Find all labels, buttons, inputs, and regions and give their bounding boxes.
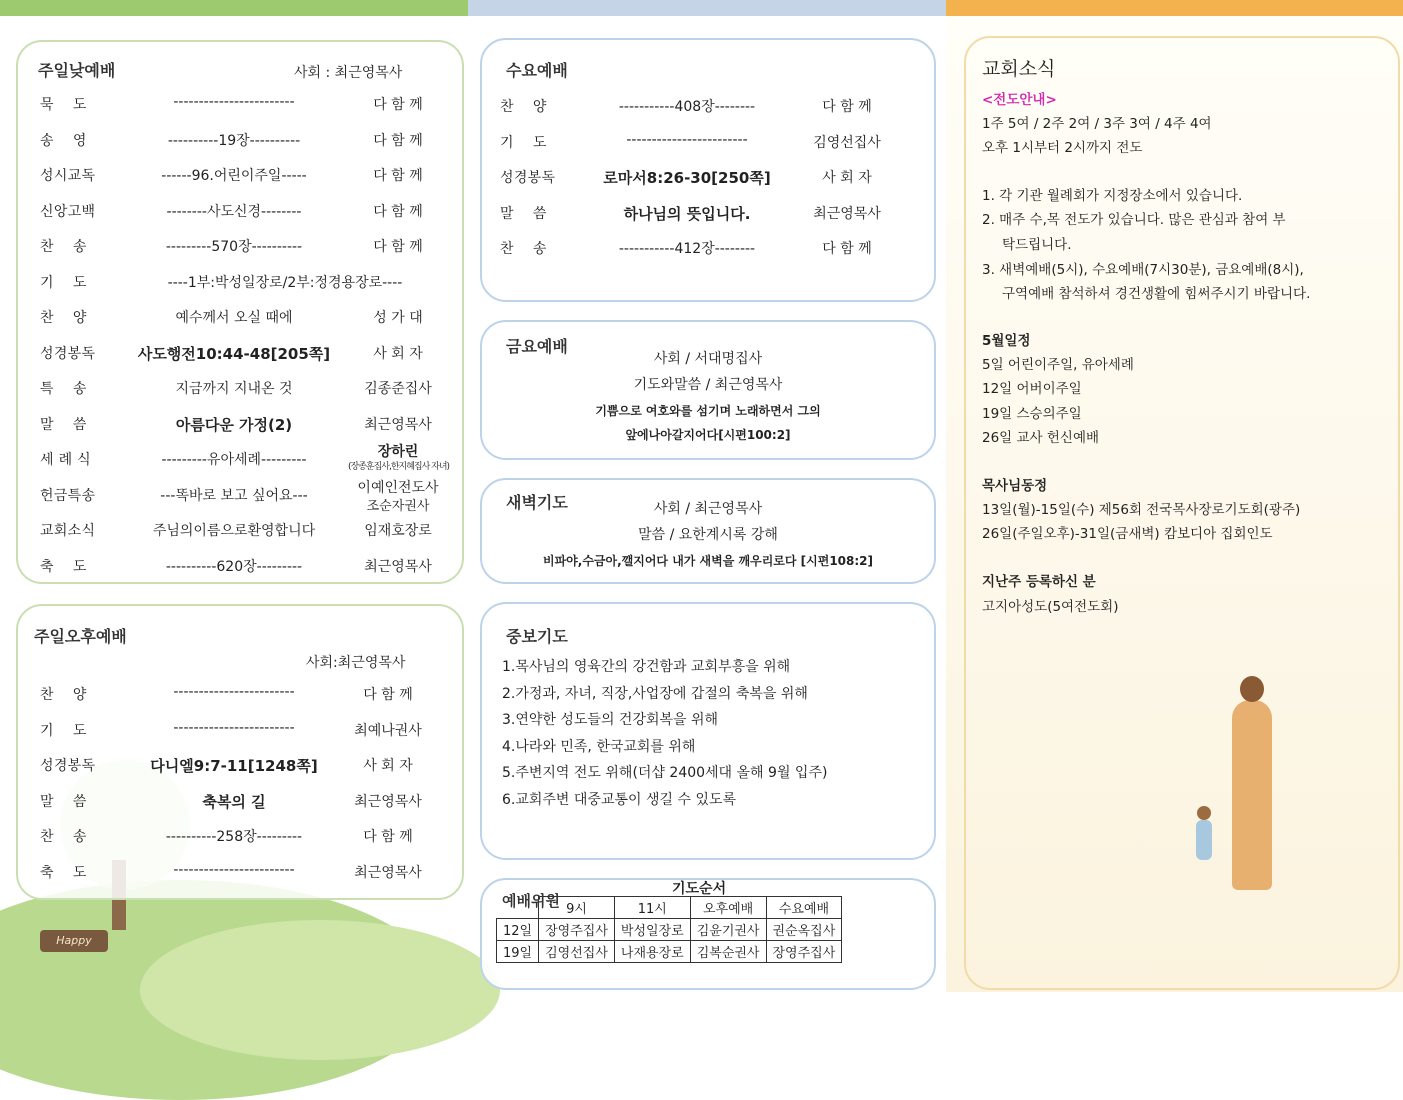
order-item-leader: 다 함 께 bbox=[822, 99, 872, 115]
intercession-title: 중보기도 bbox=[506, 627, 568, 646]
prayer-item: 2.가정과, 자녀, 직장,사업장에 갑절의 축복을 위해 bbox=[502, 685, 808, 702]
may-schedule-item: 12일 어버이주일 bbox=[982, 381, 1082, 397]
order-item-label: 찬 송 bbox=[500, 241, 547, 257]
order-item-label: 성시교독 bbox=[40, 168, 96, 184]
order-item-leader-sub: 조순자권사 bbox=[366, 498, 430, 514]
order-item-content: ------96.어린이주일----- bbox=[161, 168, 307, 184]
order-item-leader: 최예나권사 bbox=[354, 722, 422, 739]
may-schedule-item: 26일 교사 헌신예배 bbox=[982, 430, 1100, 446]
order-row bbox=[18, 520, 462, 544]
order-item-content: -----------408장-------- bbox=[618, 99, 756, 115]
order-item-leader: 다 함 께 bbox=[373, 239, 423, 255]
order-item-content: 사도행전10:44-48[205쪽] bbox=[137, 344, 331, 363]
sunday-morning-panel bbox=[16, 40, 464, 584]
order-item-label: 기 도 bbox=[40, 274, 87, 291]
dawn-sermon: 말씀 / 요한계시록 강해 bbox=[638, 527, 778, 543]
order-item-leader: 최근영목사 bbox=[813, 205, 881, 222]
order-item-leader: 최근영목사 bbox=[364, 558, 432, 575]
order-row bbox=[18, 826, 462, 850]
evangelism-line: 오후 1시부터 2시까지 전도 bbox=[982, 140, 1143, 156]
order-item-label: 말 씀 bbox=[40, 793, 87, 810]
order-row bbox=[482, 132, 934, 156]
intercession-panel bbox=[480, 602, 936, 860]
order-item-leader: 사 회 자 bbox=[363, 758, 413, 774]
order-item-leader: 김영선집사 bbox=[813, 134, 881, 151]
order-item-leader: 다 함 께 bbox=[363, 829, 413, 845]
friday-sermon: 기도와말씀 / 최근영목사 bbox=[633, 377, 783, 393]
order-item-label: 기 도 bbox=[40, 722, 87, 739]
sunday-morning-title: 주일낮예배 bbox=[38, 61, 116, 80]
order-item-content: ------------------------ bbox=[173, 861, 295, 878]
may-schedule-item: 5일 어린이주일, 유아세례 bbox=[982, 357, 1134, 373]
table-cell: 장영주집사 bbox=[539, 919, 615, 941]
pastor-news-item: 26일(주일오후)-31일(금새벽) 캄보디아 집회인도 bbox=[982, 526, 1273, 542]
order-item-content: ------------------------ bbox=[173, 719, 295, 736]
prayer-item: 4.나라와 민족, 한국교회를 위해 bbox=[502, 738, 696, 755]
order-item-label: 축 도 bbox=[40, 558, 87, 575]
order-item-leader: 최근영목사 bbox=[364, 416, 432, 433]
table-cell: 박성일장로 bbox=[614, 919, 690, 941]
order-item-label: 기 도 bbox=[500, 134, 547, 151]
notice-item: 1. 각 기관 월례회가 지정장소에서 있습니다. bbox=[982, 188, 1243, 204]
order-item-content: ----1부:박성일장로/2부:정경용장로---- bbox=[167, 274, 403, 291]
top-bar-green bbox=[0, 0, 468, 16]
pastor-news-title: 목사님동정 bbox=[982, 478, 1048, 494]
notice-item: 탁드립니다. bbox=[1002, 237, 1072, 253]
order-row bbox=[18, 479, 462, 514]
order-item-leader: 최근영목사 bbox=[354, 864, 422, 881]
order-item-label: 성경봉독 bbox=[40, 758, 96, 774]
order-item-content: --------사도신경-------- bbox=[166, 203, 302, 220]
order-row bbox=[482, 238, 934, 262]
order-row bbox=[18, 444, 462, 473]
order-item-label: 말 씀 bbox=[500, 205, 547, 222]
order-row bbox=[18, 556, 462, 580]
order-item-content: 지금까지 지내온 것 bbox=[175, 381, 293, 397]
newcomer-title: 지난주 등록하신 분 bbox=[982, 574, 1096, 590]
sunday-afternoon-title: 주일오후예배 bbox=[34, 627, 127, 646]
prayer-order-title: 기도순서 bbox=[672, 881, 727, 897]
order-row bbox=[18, 165, 462, 189]
order-row bbox=[482, 96, 934, 120]
dawn-leader: 사회 / 최근영목사 bbox=[653, 501, 763, 517]
order-item-content: ----------19장---------- bbox=[167, 132, 301, 149]
dawn-panel bbox=[480, 478, 936, 584]
order-item-content: ------------------------ bbox=[173, 94, 295, 110]
order-row bbox=[18, 720, 462, 744]
order-item-leader: 다 함 께 bbox=[373, 168, 423, 184]
order-row bbox=[18, 684, 462, 708]
prayer-item: 3.연약한 성도들의 건강회복을 위해 bbox=[502, 712, 719, 728]
order-item-label: 교회소식 bbox=[40, 523, 96, 539]
order-item-leader: 사 회 자 bbox=[822, 170, 872, 186]
order-row bbox=[18, 862, 462, 886]
order-item-content: ------------------------ bbox=[173, 684, 295, 700]
order-row bbox=[18, 130, 462, 154]
friday-title: 금요예배 bbox=[506, 337, 568, 356]
table-row bbox=[497, 941, 842, 963]
order-item-content: ------------------------ bbox=[626, 131, 748, 148]
order-item-label: 특 송 bbox=[40, 381, 87, 397]
evangelism-title: <전도안내> bbox=[982, 92, 1057, 108]
table-header: 9시 bbox=[539, 897, 615, 919]
prayer-item: 6.교회주변 대중교통이 생길 수 있도록 bbox=[502, 791, 737, 808]
order-item-content: 하나님의 뜻입니다. bbox=[623, 204, 751, 223]
table-cell: 김윤기권사 bbox=[690, 919, 766, 941]
order-item-content: 주님의이름으로환영합니다 bbox=[152, 523, 316, 539]
order-item-content: 예수께서 오실 때에 bbox=[175, 310, 293, 326]
notice-item: 2. 매주 수,목 전도가 있습니다. 많은 관심과 참여 부 bbox=[982, 212, 1286, 228]
order-row bbox=[18, 94, 462, 118]
top-bar-blue bbox=[468, 0, 946, 16]
order-item-label: 찬 송 bbox=[40, 239, 87, 255]
table-cell: 김영선집사 bbox=[539, 941, 615, 963]
order-row bbox=[18, 343, 462, 367]
sunday-afternoon-leader: 사회:최근영목사 bbox=[306, 655, 406, 671]
table-header: 11시 bbox=[614, 897, 690, 919]
order-item-leader: 다 함 께 bbox=[373, 132, 423, 149]
order-item-label: 찬 양 bbox=[500, 99, 547, 115]
order-row bbox=[18, 201, 462, 225]
order-item-leader: 다 함 께 bbox=[373, 203, 423, 220]
order-item-leader: 다 함 께 bbox=[822, 241, 872, 257]
order-item-label: 축 도 bbox=[40, 864, 87, 881]
sunday-morning-leader: 사회 : 최근영목사 bbox=[294, 65, 403, 81]
table-header: 수요예배 bbox=[766, 897, 842, 919]
order-item-label: 세 례 식 bbox=[40, 452, 91, 468]
order-item-leader: 장하린 bbox=[377, 444, 419, 460]
order-item-content: ---똑바로 보고 싶어요--- bbox=[160, 487, 308, 504]
order-item-content: 아름다운 가정(2) bbox=[175, 415, 293, 434]
newcomer-item: 고지아성도(5여전도회) bbox=[982, 599, 1119, 615]
order-item-leader: 김종준집사 bbox=[364, 381, 432, 397]
order-item-leader: 다 함 께 bbox=[373, 97, 423, 113]
friday-verse-2: 앞에나아갈지어다[시편100:2] bbox=[625, 428, 791, 442]
order-row bbox=[18, 307, 462, 331]
table-date: 19일 bbox=[497, 941, 539, 963]
order-item-label: 신앙고백 bbox=[40, 203, 96, 220]
may-schedule-item: 19일 스승의주일 bbox=[982, 406, 1082, 422]
friday-verse-1: 기쁨으로 여호와를 섬기며 노래하면서 그의 bbox=[595, 404, 821, 418]
notice-item: 3. 새벽예배(5시), 수요예배(7시30분), 금요예배(8시), bbox=[982, 262, 1304, 278]
order-row bbox=[18, 414, 462, 438]
order-item-label: 성경봉독 bbox=[500, 170, 556, 186]
order-item-content: ---------570장---------- bbox=[165, 239, 303, 255]
order-row bbox=[18, 378, 462, 402]
table-header: 오후예배 bbox=[690, 897, 766, 919]
table-header-row bbox=[497, 897, 842, 919]
committee-title: 예배위원 bbox=[502, 892, 560, 910]
order-item-label: 말 씀 bbox=[40, 416, 87, 433]
prayer-item: 5.주변지역 전도 위해(더샵 2400세대 올해 9월 입주) bbox=[502, 765, 828, 781]
order-row bbox=[18, 791, 462, 815]
notice-item: 구역예배 참석하셔 경건생활에 힘써주시기 바랍니다. bbox=[1002, 286, 1311, 302]
dawn-title: 새벽기도 bbox=[506, 493, 568, 512]
order-item-leader-sub: (장종훈집사,한지혜집사 자녀) bbox=[348, 462, 450, 472]
order-item-leader: 성 가 대 bbox=[373, 310, 423, 326]
order-item-content: ----------258장--------- bbox=[165, 829, 303, 845]
order-item-content: ----------620장--------- bbox=[165, 558, 303, 575]
order-item-content: ---------유아세례--------- bbox=[161, 452, 307, 468]
wednesday-title: 수요예배 bbox=[506, 61, 568, 80]
committee-panel bbox=[480, 878, 936, 990]
prayer-order-table bbox=[496, 896, 842, 963]
order-item-leader: 이예인전도사 bbox=[357, 479, 439, 496]
wednesday-panel bbox=[480, 38, 936, 302]
table-row bbox=[497, 919, 842, 941]
pastor-news-item: 13일(월)-15일(수) 제56회 전국목사장로기도회(광주) bbox=[982, 502, 1301, 518]
table-cell: 나재용장로 bbox=[614, 941, 690, 963]
order-row bbox=[482, 167, 934, 191]
table-date: 12일 bbox=[497, 919, 539, 941]
order-item-label: 찬 송 bbox=[40, 829, 87, 845]
order-item-leader: 다 함 께 bbox=[363, 687, 413, 703]
order-row bbox=[18, 272, 462, 296]
may-schedule-title: 5월일정 bbox=[982, 333, 1031, 349]
order-item-label: 찬 양 bbox=[40, 310, 87, 326]
order-item-label: 송 영 bbox=[40, 132, 87, 149]
order-item-leader: 사 회 자 bbox=[373, 345, 423, 362]
order-item-label: 헌금특송 bbox=[40, 487, 96, 504]
order-row bbox=[482, 203, 934, 227]
friday-panel bbox=[480, 320, 936, 460]
friday-leader: 사회 / 서대명집사 bbox=[653, 351, 763, 367]
order-item-leader: 임재호장로 bbox=[364, 523, 432, 539]
order-item-label: 찬 양 bbox=[40, 687, 87, 703]
table-cell: 권순옥집사 bbox=[766, 919, 842, 941]
dawn-verse: 비파야,수금아,깰지어다 내가 새벽을 깨우리로다 [시편108:2] bbox=[542, 554, 874, 568]
news-title: 교회소식 bbox=[982, 58, 1056, 80]
order-row bbox=[18, 755, 462, 779]
order-item-label: 묵 도 bbox=[40, 97, 87, 113]
evangelism-line: 1주 5여 / 2주 2여 / 3주 3여 / 4주 4여 bbox=[982, 116, 1212, 132]
order-row bbox=[18, 236, 462, 260]
happy-sign: Happy bbox=[40, 930, 108, 952]
order-item-content: 다니엘9:7-11[1248쪽] bbox=[150, 757, 318, 775]
order-item-content: -----------412장-------- bbox=[618, 241, 756, 257]
order-item-leader: 최근영목사 bbox=[354, 793, 422, 810]
order-item-content: 로마서8:26-30[250쪽] bbox=[603, 169, 771, 187]
table-cell: 김복순권사 bbox=[690, 941, 766, 963]
order-item-label: 성경봉독 bbox=[40, 345, 96, 362]
prayer-item: 1.목사님의 영육간의 강건함과 교회부흥을 위해 bbox=[502, 659, 791, 675]
order-item-content: 축복의 길 bbox=[202, 792, 266, 811]
table-cell: 장영주집사 bbox=[766, 941, 842, 963]
sunday-afternoon-panel bbox=[16, 604, 464, 900]
top-bar-orange bbox=[946, 0, 1403, 16]
